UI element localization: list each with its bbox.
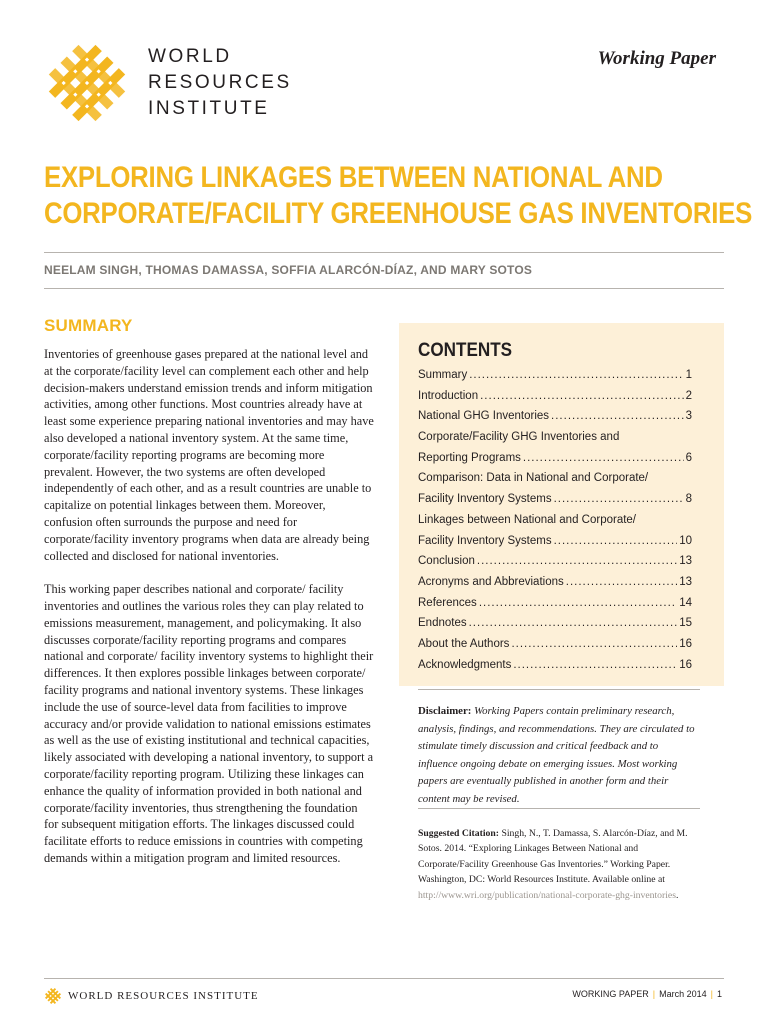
toc-leader — [477, 551, 677, 572]
summary-paragraph-2: This working paper describes national and corporate/ facility inventories and outlines the various roles they can play related to emissions measurement, management, and policymaking. It also discusses corporate/facility reporting programs and compares national and corporate/ facility inventory systems to highlight their differences. It then explores possible linkages between corporate/ facility programs and national inventory systems. These linkages include the use of source-level data from facilities to improve accuracy and/or provide validation to national emissions estimates as well as the use of existing institutional and technical capacities, likely associated with developing a national inventory, to support a corporate/facility reporting program. Utilizing these linkages can enhance the quality of information provided in both national and corporate/facility inventories, thus strengthening the foundation for subsequent mitigation efforts. The linkages discussed could facilitate efforts to reduce emissions in countries with competing demands within a mitigation program and limited resources. — [44, 582, 374, 865]
toc-leader — [480, 386, 683, 407]
toc-item[interactable] — [418, 489, 692, 510]
toc-item-label: Reporting Programs — [418, 451, 521, 464]
org-name-line-2: RESOURCES — [148, 72, 292, 93]
toc-item[interactable] — [418, 365, 692, 386]
toc-item-page: 6 — [685, 451, 692, 464]
toc-item-label: About the Authors — [418, 637, 510, 650]
toc-item[interactable] — [418, 551, 692, 572]
org-name-line-1: WORLD — [148, 46, 232, 67]
wri-footer-logo-icon — [44, 987, 62, 1005]
toc-item[interactable] — [418, 531, 692, 552]
toc-item[interactable] — [418, 593, 692, 614]
toc-item-label: Facility Inventory Systems — [418, 534, 552, 547]
divider — [418, 689, 700, 690]
toc-item-label: Endnotes — [418, 617, 467, 630]
toc-item-label: Introduction — [418, 389, 479, 402]
page-number: 1 — [716, 989, 722, 999]
citation-text: Singh, N., T. Damassa, S. Alarcón-Díaz, and M. Sotos. 2014. “Exploring Linkages Between National and Corporate/Facility Greenhouse Gas Inventories.” Working Paper. Washington, DC: World Resources Institute. Available online at — [418, 828, 688, 886]
summary-paragraph-1: Inventories of greenhouse gases prepared at the national level and at the corporate/facility level can complement each other and help decision-makers understand emission trends and inform mitigation activities, among other functions. Most countries already have at least some experience preparing national inventories and may have also developed a national inventory system. At the same time, corporate/facility reporting programs are becoming more prevalent. However, the two systems are often developed independently of each other, and as a result countries are unable to capitalize on potential linkages between them. Moreover, confusion often surrounds the purpose and need for corporate/facility inventory programs when data are already being collected and disclosed for national inventories. — [44, 347, 374, 563]
disclaimer-text: Working Papers contain preliminary research, analysis, findings, and recommendations. They are circulated to stimulate timely discussion and critical feedback and to influence ongoing debate on emerging issues. Most working papers are eventually published in another form and their content may be revised. — [418, 705, 695, 805]
toc-item-label: Conclusion — [418, 555, 475, 568]
footer-label: WORKING PAPER — [572, 989, 649, 999]
toc-leader — [554, 489, 684, 510]
org-name-line-3: INSTITUTE — [148, 98, 270, 119]
table-of-contents — [418, 365, 692, 675]
contents-heading: CONTENTS — [418, 340, 513, 361]
toc-item-label: Acronyms and Abbreviations — [418, 575, 564, 588]
footer-divider — [44, 978, 724, 979]
footer-page-info — [572, 989, 722, 999]
toc-item-label: Summary — [418, 369, 468, 381]
toc-leader — [469, 613, 678, 634]
organization-name — [148, 44, 292, 122]
suggested-citation — [418, 826, 700, 903]
toc-item-page: 2 — [685, 389, 692, 402]
toc-leader — [551, 406, 684, 427]
toc-item-label: Acknowledgments — [418, 658, 512, 671]
toc-item-page: 16 — [679, 637, 692, 650]
toc-item-label: Linkages between National and Corporate/ — [418, 513, 637, 526]
footer-separator: | — [652, 989, 656, 999]
toc-leader — [469, 365, 683, 386]
author-list: NEELAM SINGH, THOMAS DAMASSA, SOFFIA ALARCÓN-DÍAZ, AND MARY SOTOS — [44, 263, 533, 277]
disclaimer — [418, 703, 700, 808]
footer-org-name: WORLD RESOURCES INSTITUTE — [68, 990, 259, 1002]
disclaimer-label: Disclaimer: — [418, 705, 472, 717]
citation-end: . — [676, 889, 679, 901]
toc-item-page: 13 — [679, 575, 692, 588]
footer-date: March 2014 — [659, 989, 707, 999]
toc-leader — [479, 593, 677, 614]
toc-item[interactable] — [418, 427, 692, 448]
toc-leader — [523, 448, 684, 469]
toc-item[interactable] — [418, 386, 692, 407]
toc-item-label: Comparison: Data in National and Corporate/ — [418, 472, 649, 485]
title-line-1: EXPLORING LINKAGES BETWEEN NATIONAL AND — [44, 161, 663, 194]
toc-leader — [566, 572, 677, 593]
citation-label: Suggested Citation: — [418, 828, 500, 839]
title-line-2: CORPORATE/FACILITY GREENHOUSE GAS INVENTORIES — [44, 197, 753, 230]
toc-item-label: Facility Inventory Systems — [418, 493, 552, 506]
toc-item[interactable] — [418, 613, 692, 634]
toc-leader — [513, 655, 677, 676]
toc-item[interactable] — [418, 406, 692, 427]
working-paper-label: Working Paper — [597, 48, 716, 69]
toc-item-page: 1 — [685, 369, 692, 381]
toc-item[interactable] — [418, 634, 692, 655]
toc-item-page: 13 — [679, 555, 692, 568]
toc-item-page: 3 — [685, 410, 692, 423]
toc-item-label: Corporate/Facility GHG Inventories and — [418, 431, 620, 444]
toc-item-page: 14 — [679, 596, 692, 609]
divider — [44, 288, 724, 289]
toc-item[interactable] — [418, 510, 692, 531]
toc-item-label: National GHG Inventories — [418, 410, 550, 423]
citation-link[interactable]: http://www.wri.org/publication/national-corporate-ghg-inventories — [418, 889, 676, 901]
toc-item[interactable] — [418, 448, 692, 469]
summary-body — [44, 346, 374, 884]
toc-item-label: References — [418, 596, 477, 609]
toc-item[interactable] — [418, 572, 692, 593]
summary-heading: SUMMARY — [44, 316, 133, 335]
toc-item-page: 16 — [679, 658, 692, 671]
toc-item[interactable] — [418, 655, 692, 676]
divider — [44, 252, 724, 253]
footer-separator: | — [710, 989, 713, 999]
paper-title — [44, 160, 753, 232]
divider — [418, 808, 700, 809]
wri-logo-icon — [44, 40, 130, 126]
toc-item-page: 8 — [685, 493, 692, 506]
toc-leader — [554, 531, 678, 552]
toc-item-page: 10 — [679, 534, 692, 547]
toc-leader — [511, 634, 677, 655]
toc-item[interactable] — [418, 468, 692, 489]
toc-item-page: 15 — [679, 617, 692, 630]
